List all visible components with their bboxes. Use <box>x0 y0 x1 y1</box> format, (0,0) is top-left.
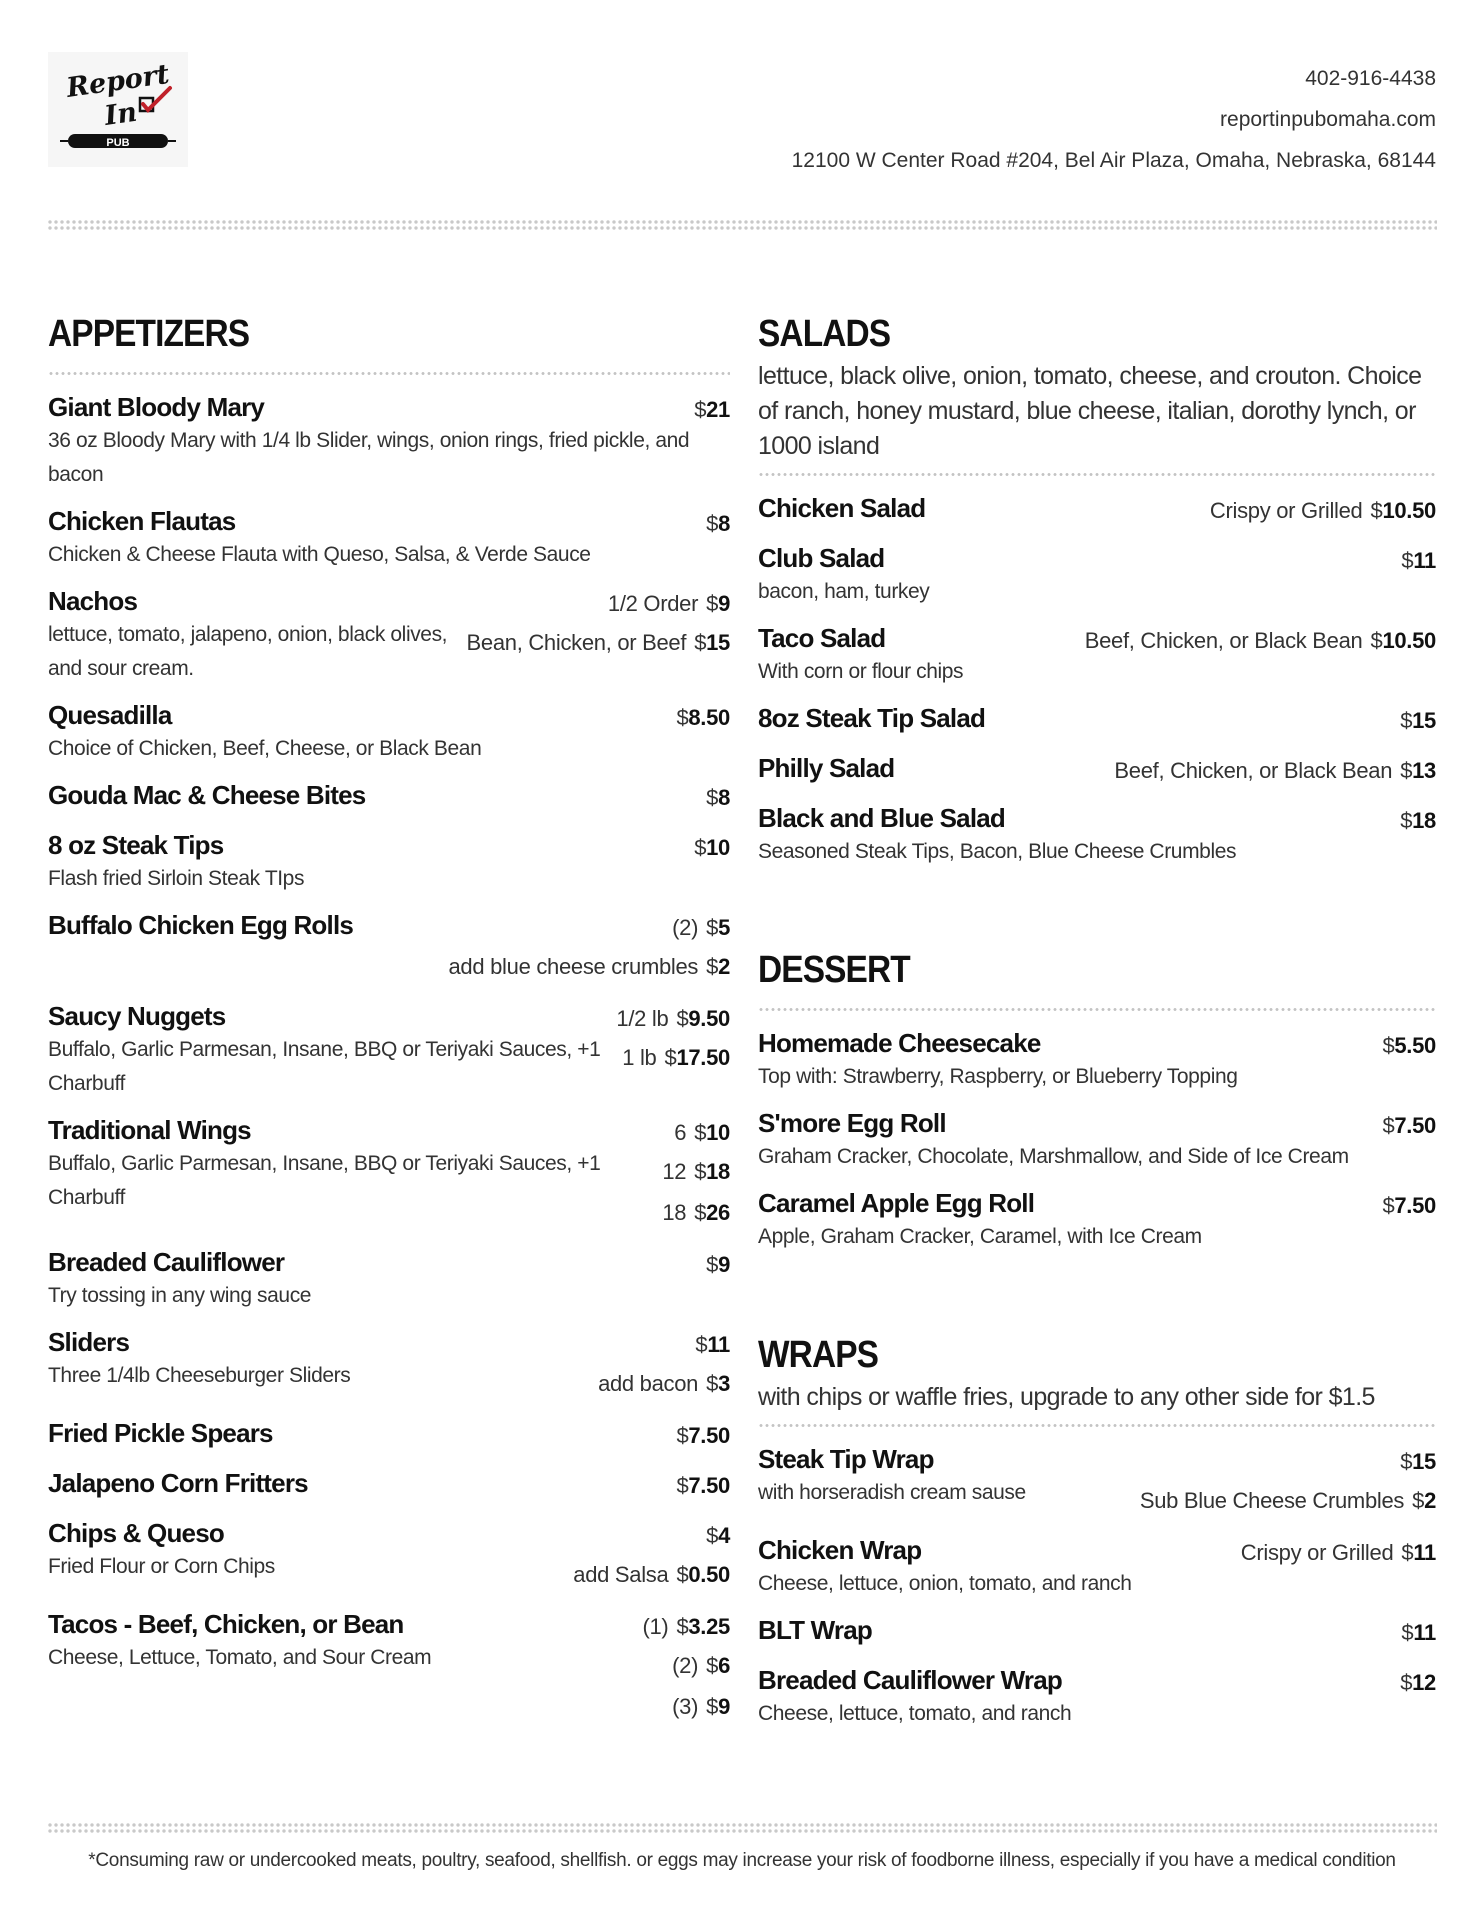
item-name: Gouda Mac & Cheese Bites <box>48 780 366 810</box>
price-amount: 10 <box>706 1120 730 1145</box>
item-prices <box>662 1113 730 1233</box>
currency-symbol: $ <box>694 630 707 655</box>
menu-item <box>758 621 1436 689</box>
price-line <box>706 506 730 542</box>
currency-symbol: $ <box>1401 1620 1414 1645</box>
price-line <box>573 1554 730 1595</box>
item-prices <box>1400 701 1436 739</box>
currency-symbol: $ <box>706 1523 719 1548</box>
currency-symbol: $ <box>676 705 689 730</box>
item-prices <box>1401 541 1436 609</box>
item-description: Buffalo, Garlic Parmesan, Insane, BBQ or Teriyaki Sauces, +1 Charbuff <box>48 1152 601 1209</box>
price-amount: 5 <box>718 915 730 940</box>
currency-symbol: $ <box>1382 1193 1395 1218</box>
section-subtitle: lettuce, black olive, onion, tomato, cheese, and crouton. Choice of ranch, honey mustard, blue cheese, italian, dorothy lynch, or 1000 island <box>758 362 1422 460</box>
item-prices <box>676 1416 730 1454</box>
price-line <box>642 1686 730 1727</box>
price-line <box>449 946 731 987</box>
currency-symbol: $ <box>1412 1488 1425 1513</box>
item-prices <box>706 1245 730 1313</box>
item-description: Three 1/4lb Cheeseburger Sliders <box>48 1364 351 1387</box>
item-description: Cheese, lettuce, onion, tomato, and ranch <box>758 1572 1132 1595</box>
menu-item <box>758 701 1436 739</box>
item-name: Nachos <box>48 586 138 616</box>
price-amount: 11 <box>707 1332 730 1357</box>
price-line <box>598 1327 730 1363</box>
price-option: (2) <box>672 915 699 940</box>
price-amount: 4 <box>718 1523 730 1548</box>
section-title: WRAPS <box>758 1334 879 1376</box>
item-name: Breaded Cauliflower Wrap <box>758 1665 1062 1695</box>
menu-item <box>758 491 1436 529</box>
currency-symbol: $ <box>694 397 707 422</box>
currency-symbol: $ <box>695 1332 708 1357</box>
section-divider <box>48 371 730 376</box>
price-amount: 17.50 <box>676 1045 730 1070</box>
price-line <box>642 1609 730 1645</box>
item-description: Flash fried Sirloin Steak TIps <box>48 867 305 890</box>
item-description: 36 oz Bloody Mary with 1/4 lb Slider, wings, onion rings, fried pickle, and bacon <box>48 429 690 486</box>
price-amount: 9 <box>718 1694 730 1719</box>
price-amount: 15 <box>1412 708 1436 733</box>
item-description: Choice of Chicken, Beef, Cheese, or Black Bean <box>48 737 482 760</box>
dessert-list <box>758 1026 1436 1254</box>
currency-symbol: $ <box>706 1252 719 1277</box>
item-prices <box>1382 1186 1436 1254</box>
item-name: Giant Bloody Mary <box>48 392 265 422</box>
item-name: Fried Pickle Spears <box>48 1418 273 1448</box>
item-name: Traditional Wings <box>48 1115 251 1145</box>
price-option: 18 <box>662 1200 687 1225</box>
item-description: Seasoned Steak Tips, Bacon, Blue Cheese Crumbles <box>758 840 1237 863</box>
section-divider <box>758 1423 1436 1428</box>
price-line <box>1382 1028 1436 1064</box>
price-line <box>616 1037 730 1078</box>
price-line <box>1400 703 1436 739</box>
price-line <box>1140 1480 1436 1521</box>
price-amount: 9 <box>718 1252 730 1277</box>
item-name: Tacos - Beef, Chicken, or Bean <box>48 1609 404 1639</box>
price-line <box>662 1151 730 1192</box>
price-option: (1) <box>642 1614 669 1639</box>
price-line <box>1400 1665 1436 1701</box>
item-name: Club Salad <box>758 543 885 573</box>
item-name: Chicken Wrap <box>758 1535 922 1565</box>
price-amount: 15 <box>1412 1449 1436 1474</box>
price-line <box>676 1418 730 1454</box>
price-amount: 15 <box>706 630 730 655</box>
menu-item <box>48 778 730 816</box>
item-description: Chicken & Cheese Flauta with Queso, Salsa, & Verde Sauce <box>48 543 591 566</box>
item-name: Black and Blue Salad <box>758 803 1005 833</box>
menu-item <box>48 1325 730 1404</box>
section-divider <box>758 1007 1436 1012</box>
price-line <box>1140 1444 1436 1480</box>
menu-item <box>48 1516 730 1595</box>
price-amount: 21 <box>706 397 730 422</box>
header-divider <box>47 219 1437 231</box>
item-description: with horseradish cream sause <box>758 1481 1026 1504</box>
currency-symbol: $ <box>1400 1670 1413 1695</box>
price-amount: 11 <box>1413 1540 1436 1565</box>
price-line <box>1241 1535 1436 1571</box>
currency-symbol: $ <box>1400 758 1413 783</box>
item-name: Sliders <box>48 1327 130 1357</box>
item-name: Jalapeno Corn Fritters <box>48 1468 308 1498</box>
item-prices <box>676 698 730 766</box>
menu-item <box>48 1113 730 1233</box>
menu-item <box>48 828 730 896</box>
price-amount: 7.50 <box>1394 1113 1436 1138</box>
price-line <box>573 1518 730 1554</box>
item-prices <box>598 1325 730 1404</box>
price-amount: 3.25 <box>688 1614 730 1639</box>
price-amount: 8.50 <box>688 705 730 730</box>
price-amount: 9.50 <box>688 1006 730 1031</box>
item-name: Taco Salad <box>758 623 886 653</box>
price-option: Crispy or Grilled <box>1209 498 1363 523</box>
currency-symbol: $ <box>1401 1540 1414 1565</box>
item-description: lettuce, tomato, jalapeno, onion, black olives, and sour cream. <box>48 623 448 680</box>
price-line <box>1085 623 1436 659</box>
price-amount: 18 <box>1412 808 1436 833</box>
currency-symbol: $ <box>1382 1033 1395 1058</box>
item-description: Buffalo, Garlic Parmesan, Insane, BBQ or Teriyaki Sauces, +1 Charbuff <box>48 1038 601 1095</box>
price-line <box>1210 493 1436 529</box>
price-line <box>598 1363 730 1404</box>
currency-symbol: $ <box>1400 708 1413 733</box>
item-prices <box>467 584 730 686</box>
appetizers-section <box>48 305 730 1727</box>
menu-item <box>758 751 1436 789</box>
price-line <box>694 392 730 428</box>
currency-symbol: $ <box>1370 628 1383 653</box>
price-amount: 2 <box>1424 1488 1436 1513</box>
item-name: Quesadilla <box>48 700 172 730</box>
price-amount: 10.50 <box>1382 628 1436 653</box>
price-line <box>1400 803 1436 839</box>
currency-symbol: $ <box>664 1045 677 1070</box>
price-amount: 8 <box>718 785 730 810</box>
menu-item <box>758 1026 1436 1094</box>
item-description: Fried Flour or Corn Chips <box>48 1555 275 1578</box>
menu-item <box>758 541 1436 609</box>
logo-graphic <box>48 52 188 167</box>
price-option: add Salsa <box>573 1562 669 1587</box>
menu-item <box>48 1245 730 1313</box>
price-amount: 13 <box>1412 758 1436 783</box>
price-line <box>642 1645 730 1686</box>
item-description: Top with: Strawberry, Raspberry, or Blueberry Topping <box>758 1065 1238 1088</box>
website-link[interactable]: reportinpubomaha.com <box>1220 108 1436 131</box>
item-prices <box>1400 1663 1436 1731</box>
currency-symbol: $ <box>1382 1113 1395 1138</box>
price-option: Crispy or Grilled <box>1240 1540 1394 1565</box>
currency-symbol: $ <box>676 1614 689 1639</box>
price-line <box>676 1468 730 1504</box>
item-prices <box>694 828 730 896</box>
price-amount: 11 <box>1413 548 1436 573</box>
price-option: Bean, Chicken, or Beef <box>466 630 687 655</box>
item-name: 8 oz Steak Tips <box>48 830 224 860</box>
footer-disclaimer: *Consuming raw or undercooked meats, poultry, seafood, shellfish. or eggs may increase your risk of foodborne illness, especially if you have a medical condition <box>88 1850 1396 1871</box>
right-column <box>758 305 1436 1743</box>
currency-symbol: $ <box>1370 498 1383 523</box>
price-option: 12 <box>662 1159 687 1184</box>
menu-item <box>48 999 730 1101</box>
currency-symbol: $ <box>694 1159 707 1184</box>
price-amount: 26 <box>706 1200 730 1225</box>
price-line <box>467 622 730 663</box>
item-prices <box>676 1466 730 1504</box>
currency-symbol: $ <box>706 1371 719 1396</box>
price-amount: 0.50 <box>688 1562 730 1587</box>
price-option: Sub Blue Cheese Crumbles <box>1139 1488 1405 1513</box>
currency-symbol: $ <box>676 1423 689 1448</box>
price-amount: 3 <box>718 1371 730 1396</box>
currency-symbol: $ <box>706 915 719 940</box>
item-name: Steak Tip Wrap <box>758 1444 934 1474</box>
menu-item <box>48 390 730 492</box>
contact-info <box>792 58 1436 181</box>
price-line <box>706 1247 730 1283</box>
currency-symbol: $ <box>706 591 719 616</box>
section-title: APPETIZERS <box>48 313 250 355</box>
item-name: Chips & Queso <box>48 1518 224 1548</box>
menu-item <box>48 1416 730 1454</box>
item-prices <box>706 778 730 816</box>
price-amount: 12 <box>1412 1670 1436 1695</box>
logo-line2: In <box>102 96 139 132</box>
item-prices <box>1241 1533 1436 1601</box>
wraps-list <box>758 1442 1436 1731</box>
appetizers-list <box>48 390 730 1727</box>
currency-symbol: $ <box>706 1653 719 1678</box>
item-name: Saucy Nuggets <box>48 1001 226 1031</box>
price-amount: 6 <box>718 1653 730 1678</box>
currency-symbol: $ <box>676 1562 689 1587</box>
item-prices <box>706 504 730 572</box>
section-divider <box>758 472 1436 477</box>
item-description: Cheese, lettuce, tomato, and ranch <box>758 1702 1072 1725</box>
phone-number[interactable]: 402-916-4438 <box>1305 67 1436 90</box>
item-name: Chicken Flautas <box>48 506 236 536</box>
price-line <box>1401 543 1436 579</box>
menu-item <box>48 908 730 987</box>
item-prices <box>642 1607 730 1727</box>
price-amount: 2 <box>718 954 730 979</box>
price-amount: 7.50 <box>688 1423 730 1448</box>
section-subtitle: with chips or waffle fries, upgrade to any other side for $1.5 <box>758 1383 1375 1411</box>
price-amount: 7.50 <box>1394 1193 1436 1218</box>
item-name: Homemade Cheesecake <box>758 1028 1041 1058</box>
salads-section <box>758 305 1436 869</box>
price-option: add blue cheese crumbles <box>448 954 699 979</box>
currency-symbol: $ <box>694 1120 707 1145</box>
item-prices <box>1140 1442 1436 1521</box>
price-line <box>694 830 730 866</box>
logo-line1: Report <box>64 58 172 104</box>
currency-symbol: $ <box>694 835 707 860</box>
menu-item <box>48 698 730 766</box>
price-line <box>449 910 731 946</box>
price-amount: 10 <box>706 835 730 860</box>
currency-symbol: $ <box>706 511 719 536</box>
left-column <box>48 305 730 1739</box>
price-option: 1/2 Order <box>607 591 699 616</box>
currency-symbol: $ <box>706 954 719 979</box>
price-line <box>616 1001 730 1037</box>
item-name: Caramel Apple Egg Roll <box>758 1188 1035 1218</box>
section-title: DESSERT <box>758 949 910 991</box>
price-amount: 7.50 <box>688 1473 730 1498</box>
salads-list <box>758 491 1436 869</box>
item-description: With corn or flour chips <box>758 660 964 683</box>
item-description: Apple, Graham Cracker, Caramel, with Ice Cream <box>758 1225 1202 1248</box>
logo-badge-text: PUB <box>106 137 130 149</box>
item-prices <box>1085 621 1436 689</box>
item-name: Buffalo Chicken Egg Rolls <box>48 910 354 940</box>
menu-item <box>48 504 730 572</box>
price-amount: 5.50 <box>1394 1033 1436 1058</box>
price-line <box>467 586 730 622</box>
menu-item <box>758 1663 1436 1731</box>
price-option: (3) <box>672 1694 699 1719</box>
price-option: (2) <box>672 1653 699 1678</box>
price-line <box>1382 1188 1436 1224</box>
currency-symbol: $ <box>1400 1449 1413 1474</box>
menu-item <box>758 1442 1436 1521</box>
item-description: bacon, ham, turkey <box>758 580 930 603</box>
item-prices <box>449 908 731 987</box>
item-description: Try tossing in any wing sauce <box>48 1284 312 1307</box>
wraps-section <box>758 1326 1436 1731</box>
currency-symbol: $ <box>676 1473 689 1498</box>
item-name: Chicken Salad <box>758 493 926 523</box>
price-amount: 18 <box>706 1159 730 1184</box>
item-name: BLT Wrap <box>758 1615 872 1645</box>
item-name: 8oz Steak Tip Salad <box>758 703 986 733</box>
item-description: Graham Cracker, Chocolate, Marshmallow, and Side of Ice Cream <box>758 1145 1349 1168</box>
footer-divider <box>47 1822 1437 1834</box>
currency-symbol: $ <box>706 785 719 810</box>
menu-item <box>758 1186 1436 1254</box>
currency-symbol: $ <box>676 1006 689 1031</box>
currency-symbol: $ <box>706 1694 719 1719</box>
item-prices <box>616 999 730 1101</box>
currency-symbol: $ <box>1401 548 1414 573</box>
item-prices <box>1401 1613 1436 1651</box>
price-line <box>662 1115 730 1151</box>
currency-symbol: $ <box>1400 808 1413 833</box>
price-option: add bacon <box>598 1371 699 1396</box>
currency-symbol: $ <box>694 1200 707 1225</box>
item-name: Breaded Cauliflower <box>48 1247 285 1277</box>
menu-item <box>758 801 1436 869</box>
item-prices <box>1382 1026 1436 1094</box>
item-description: Cheese, Lettuce, Tomato, and Sour Cream <box>48 1646 432 1669</box>
menu-item <box>48 1607 730 1727</box>
item-prices <box>1382 1106 1436 1174</box>
price-amount: 11 <box>1413 1620 1436 1645</box>
menu-item <box>758 1533 1436 1601</box>
pub-logo <box>48 52 188 167</box>
price-amount: 9 <box>718 591 730 616</box>
price-option: Beef, Chicken, or Black Bean <box>1084 628 1363 653</box>
price-line <box>662 1192 730 1233</box>
price-option: 6 <box>674 1120 687 1145</box>
price-line <box>676 700 730 736</box>
section-title: SALADS <box>758 313 891 355</box>
price-line <box>1401 1615 1436 1651</box>
menu-item <box>48 1466 730 1504</box>
price-amount: 10.50 <box>1382 498 1436 523</box>
item-prices <box>1400 801 1436 869</box>
price-amount: 8 <box>718 511 730 536</box>
price-line <box>706 780 730 816</box>
price-line <box>1114 753 1436 789</box>
item-prices <box>1210 491 1436 529</box>
price-option: 1/2 lb <box>616 1006 669 1031</box>
price-option: 1 lb <box>622 1045 657 1070</box>
item-name: Philly Salad <box>758 753 895 783</box>
menu-item <box>758 1613 1436 1651</box>
item-prices <box>573 1516 730 1595</box>
dessert-section <box>758 941 1436 1254</box>
item-prices <box>1114 751 1436 789</box>
item-prices <box>694 390 730 492</box>
item-name: S'more Egg Roll <box>758 1108 946 1138</box>
menu-item <box>758 1106 1436 1174</box>
address: 12100 W Center Road #204, Bel Air Plaza, Omaha, Nebraska, 68144 <box>791 149 1436 172</box>
menu-item <box>48 584 730 686</box>
price-option: Beef, Chicken, or Black Bean <box>1114 758 1393 783</box>
price-line <box>1382 1108 1436 1144</box>
